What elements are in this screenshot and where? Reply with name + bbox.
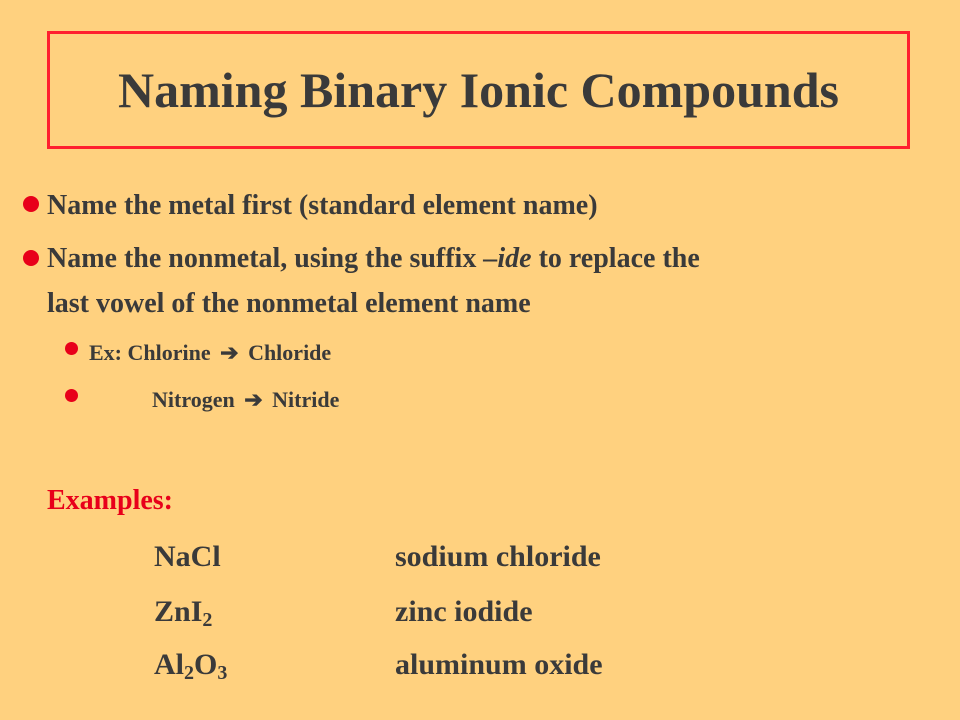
right-arrow-icon: ➔ <box>244 387 263 412</box>
right-arrow-icon: ➔ <box>220 340 239 365</box>
suffix-ide: –ide <box>483 243 532 274</box>
subbullet-1-text <box>89 340 331 366</box>
bullet-dot-icon <box>65 342 78 355</box>
title-box <box>47 31 910 149</box>
bullet-2-line-2: last vowel of the nonmetal element name <box>47 288 531 319</box>
bullet-2-text-b: to replace the <box>531 243 700 274</box>
example-name: sodium chloride <box>395 540 601 573</box>
bullet-2-text-a: Name the nonmetal, using the suffix <box>47 243 484 274</box>
example-name: aluminum oxide <box>395 648 603 681</box>
page-title: Naming Binary Ionic Compounds <box>118 62 839 118</box>
bullet-2-line-1 <box>47 243 700 275</box>
subbullet-2-to: Nitride <box>272 387 340 412</box>
example-name: zinc iodide <box>395 595 533 628</box>
bullet-dot-icon <box>23 196 39 212</box>
bullet-dot-icon <box>65 389 78 402</box>
formula-subscript: 2 <box>202 609 213 631</box>
bullet-1-text: Name the metal first (standard element name) <box>47 190 598 221</box>
formula-part: O <box>194 648 218 681</box>
formula-part: Al <box>154 648 184 681</box>
formula-subscript: 2 <box>184 662 194 684</box>
formula-subscript: 3 <box>217 662 228 684</box>
examples-heading: Examples: <box>47 485 173 516</box>
example-formula <box>154 540 221 574</box>
formula-part: NaCl <box>154 540 221 573</box>
subbullet-1-to: Chloride <box>248 340 332 365</box>
example-formula <box>154 595 212 629</box>
subbullet-1-from: Ex: Chlorine <box>89 340 211 365</box>
subbullet-2-from: Nitrogen <box>152 387 235 412</box>
example-formula <box>154 648 227 682</box>
subbullet-2-text <box>152 387 339 413</box>
formula-part: ZnI <box>154 595 203 628</box>
bullet-dot-icon <box>23 250 39 266</box>
